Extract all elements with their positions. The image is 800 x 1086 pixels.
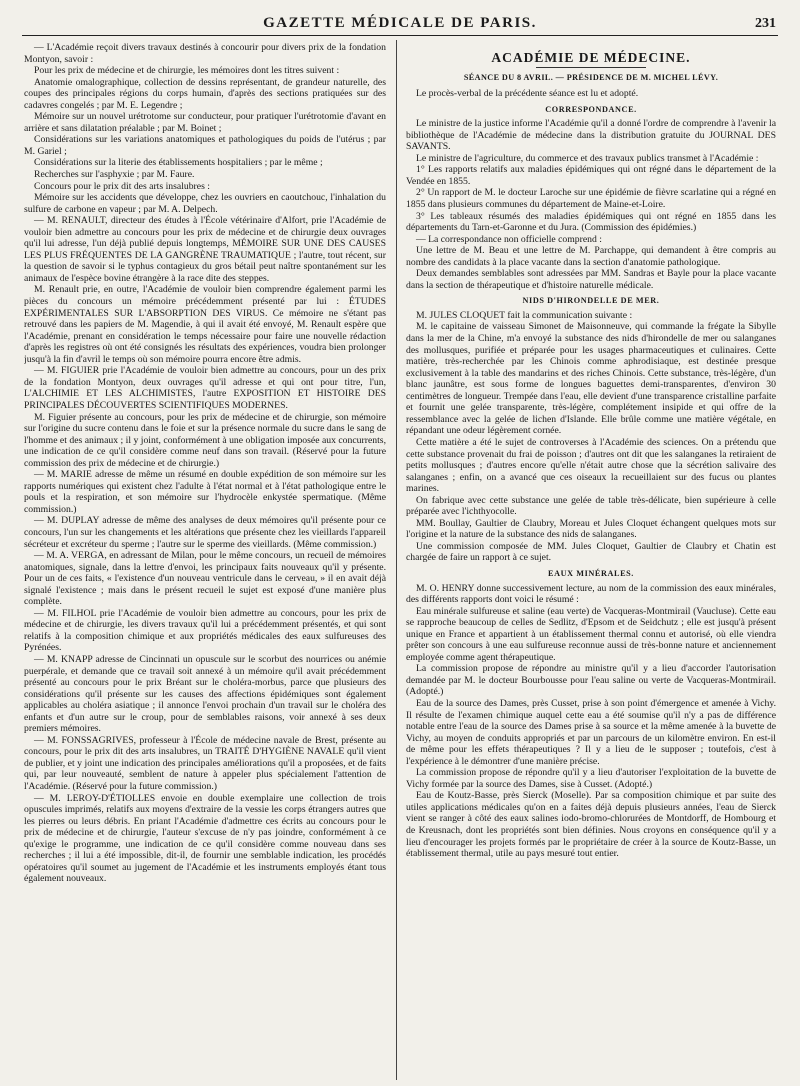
paragraph: Eau de la source des Dames, près Cusset, prise à son point d'émergence et amenée à Vichy. Il résulte de l'examen chimique auquel cette eau a été soumise qu'il n'y a pas de différence notable entre l'eau de la source des Dames prise à sa source et la même amenée à la buvette de Vichy, au moyen de conduits appropriés et par un parcours de un kilomètre environ. En est-il de même pour les effets thérapeutiques ? Il y a lieu de le supposer ; toutefois, c'est à l'expérience à le démontrer d'une manière précise.: [406, 697, 776, 767]
paragraph: — M. MARIE adresse de même un résumé en double expédition de son mémoire sur les rapports numériques qui existent chez l'adulte à l'état normal et à l'état pathologique entre le pouls et la respiration, et son mémoire sur l'hydrocèle enkystée spermatique. (Même commission.): [24, 469, 386, 515]
paragraph: Concours pour le prix dit des arts insalubres :: [34, 180, 210, 192]
paragraph: — L'Académie reçoit divers travaux destinés à concourir pour divers prix de la fondation Montyon, savoir :: [24, 42, 386, 65]
paragraph: Pour les prix de médecine et de chirurgie, les mémoires dont les titres suivent :: [34, 65, 340, 77]
left-column: [24, 42, 386, 1082]
paragraph: La commission propose de répondre au ministre qu'il y a lieu d'accorder l'autorisation demandée par M. le docteur Bourbousse pour l'eau saline ou verte de Vacqueras-Montmirail. (Adopté.): [406, 663, 776, 698]
subheading-eaux: EAUX MINÉRALES.: [548, 568, 634, 578]
paragraph: Le ministre de la justice informe l'Académie qu'il a donné l'ordre de comprendre à l'avenir la bibliothèque de l'Académie de médecine dans la distribution gratuite du JOURNAL DES SAVANTS.: [406, 118, 776, 153]
paragraph: MM. Boullay, Gaultier de Claubry, Moreau et Jules Cloquet échangent quelques mots sur l'origine et la nature de la substance des nids de salanganes.: [406, 517, 776, 541]
paragraph: — M. DUPLAY adresse de même des analyses de deux mémoires qu'il présente pour ce concours, l'un sur les changements et les altérations que présente chez les vieillards l'appareil sécréteur et excréteur du sperme ; l'autre sur le sperme des vieillards. (Même commission.): [24, 515, 386, 550]
paragraph: — M. FIGUIER prie l'Académie de vouloir bien admettre au concours, pour un des prix de la fondation Montyon, deux ouvrages qu'il adresse et qui ont pour titre, l'un, L'ALCHIMIE ET LES ALCHIMISTES, l'autre EXPOSITION ET HISTOIRE DES PRINCIPALES DÉCOUVERTES SCIENTIFIQUES MODERNES.: [24, 365, 386, 411]
column-divider: [396, 40, 397, 1080]
paragraph: Mémoire sur un nouvel urétrotome sur conducteur, pour pratiquer l'urétrotomie d'avant en arrière et sans dilatation préalable ; par M. Boinet ;: [24, 111, 386, 134]
section-title: ACADÉMIE DE MÉDECINE.: [491, 50, 691, 65]
journal-title: GAZETTE MÉDICALE DE PARIS.: [263, 15, 537, 31]
paragraph: Anatomie omalographique, collection de dessins représentant, de grandeur naturelle, des coupes des principales régions du corps humain, d'après des sections pratiquées sur des cadavres congelés ; par M. E. Legendre ;: [24, 76, 386, 111]
paragraph: Mémoire sur les accidents que développe, chez les ouvriers en caoutchouc, l'inhalation du sulfure de carbone en vapeur ; par M. A. Delpech.: [24, 192, 386, 215]
paragraph: Considérations sur les variations anatomiques et pathologiques du poids de l'utérus ; par M. Gariel ;: [24, 134, 386, 157]
paragraph: M. Figuier présente au concours, pour les prix de médecine et de chirurgie, son mémoire sur l'origine du sucre contenu dans le foie et sur la présence normale du sucre dans le sang de l'homme et des animaux ; il y joint, conformément à une obligation imposée aux concurrents, une indication de ce qu'il considère comme neuf dans son travail. (Réservé pour la future commission des prix de médecine et de chirurgie.): [24, 411, 386, 469]
paragraph: — M. LEROY-D'ÉTIOLLES envoie en double exemplaire une collection de trois opuscules imprimés, relatifs aux moyens d'extraire de la vessie les corps étrangers autres que les pierres ou leurs débris. En priant l'Académie d'admettre ces écrits au concours pour le prix de médecine et de chirurgie, l'auteur s'excuse de n'y pas joindre, conformément à ce qu'exige le programme, une indication de ce qu'il considère comme nouveau dans ses recherches ; il lui a été impossible, dit-il, de fournir une semblable indication, les procédés opératoires qu'il soumet au jugement de l'Académie et les instruments employés étant tous également nouveaux.: [24, 792, 386, 885]
paragraph: — M. FILHOL prie l'Académie de vouloir bien admettre au concours, pour les prix de médecine et de chirurgie, les divers travaux qu'il lui a précédemment présentés, et qui sont relatifs à la composition chimique et aux propriétés médicales des eaux sulfureuses des Pyrénées.: [24, 607, 386, 654]
paragraph: Une commission composée de MM. Jules Cloquet, Gaultier de Claubry et Chatin est chargée de faire un rapport à ce sujet.: [406, 540, 776, 564]
paragraph: Cette matière a été le sujet de controverses à l'Académie des sciences. On a prétendu que cette substance provenait du frai de poisson ; d'autres ont dit que les salanganes la retiraient de petits mollusques ; d'autres encore qu'elle n'était autre chose que la sécrétion salivaire des salanganes ; enfin, on a avancé que ces oiseaux la recueillaient sur des fucus ou plantes marines.: [406, 436, 776, 495]
page-header: [22, 8, 778, 36]
paragraph: La commission propose de répondre qu'il y a lieu d'autoriser l'exploitation de la buvette de Vichy formée par la source des Dames, sise à Cusset. (Adopté.): [406, 767, 776, 790]
paragraph: On fabrique avec cette substance une gelée de table très-délicate, bien supérieure à celle préparée avec l'ichthyocolle.: [406, 494, 776, 518]
paragraph: — La correspondance non officielle comprend :: [416, 233, 602, 245]
paragraph: Une lettre de M. Beau et une lettre de M. Parchappe, qui demandent à être compris au nombre des candidats à la place vacante dans la section d'anatomie pathologique.: [406, 245, 776, 268]
paragraph: 2° Un rapport de M. le docteur Laroche sur une épidémie de fièvre scarlatine qui a régné en 1855 dans plusieurs communes du département de Maine-et-Loire.: [406, 187, 776, 211]
subheading-correspondance: CORRESPONDANCE.: [545, 104, 637, 114]
paragraph: 1° Les rapports relatifs aux maladies épidémiques qui ont régné dans le département de la Vendée en 1855.: [406, 164, 776, 187]
paragraph: — M. KNAPP adresse de Cincinnati un opuscule sur le scorbut des nourrices ou anémie puerpérale, et demande que ce travail soit annexé à un mémoire qu'il avait précédemment présenté au concours pour le prix Bréant sur le choléra-morbus, parce que plusieurs des considérations qu'il présente sur les causes des affections épidémiques sont également applicables au choléra asiatique ; il annonce l'envoi prochain d'un travail sur le choléra des enfants et d'un autre sur le croup, pour de semblables raisons, voir annexé à ses deux premiers mémoires.: [24, 653, 386, 735]
paragraph: — M. A. VERGA, en adressant de Milan, pour le même concours, un recueil de mémoires anatomiques, signale, dans la lettre d'envoi, les principaux faits nouveaux qu'il y présente. Pour un de ces faits, « l'existence d'un nouveau ventricule dans le cerveau, » il en avait déjà signalé l'existence ; mais dans le présent recueil le sujet est exposé d'une manière plus complète.: [24, 550, 386, 608]
paragraph: — M. FONSSAGRIVES, professeur à l'École de médecine navale de Brest, présente au concours, pour le prix dit des arts insalubres, un TRAITÉ D'HYGIÈNE NAVALE qu'il vient de publier, et y joint une indication des principales améliorations qu'il a proposées, et de faits qui, par leur nouveauté, semblent de nature à appeler plus spécialement l'attention de l'Académie. (Réservé pour la future commission.): [24, 734, 386, 792]
paragraph: Deux demandes semblables sont adressées par MM. Sandras et Bayle pour la place vacante dans la section de thérapeutique et d'histoire naturelle médicale.: [406, 268, 776, 291]
paragraph: Eau de Koutz-Basse, près Sierck (Moselle). Par sa composition chimique et par suite des utiles applications médicales qu'on en a faites déjà depuis plusieurs années, l'eau de Sierck vient se ranger à côté des eaux salines iodo-bromo-chlorurées de Montdorff, de Hombourg et de Kreusnach, dont les propriétés sont bien définies. Nous croyons en conséquence qu'il y a lieu d'encourager les projets formés par le propriétaire de créer à la source de Koutz-Basse, un établissement thermal, utile au pays mesuré tout entier.: [406, 790, 776, 860]
paragraph: Le procès-verbal de la précédente séance est lu et adopté.: [416, 88, 639, 100]
paragraph: Eau minérale sulfureuse et saline (eau verte) de Vacqueras-Montmirail (Vaucluse). Cette eau se rapproche beaucoup de celles de Sedlitz, d'Epsom et de Seidchutz ; elle est jusqu'à présent unique en France et appartient à un établissement thermal connu et autorisé, où elle viendra prêter son concours à une eau sulfureuse reconnue aussi de très-bonne nature et anciennement employée comme agent thérapeutique.: [406, 605, 776, 663]
page-number: 231: [755, 16, 776, 31]
paragraph: M. le capitaine de vaisseau Simonet de Maisonneuve, qui commande la frégate la Sibylle dans la mer de la Chine, m'a envoyé la substance des nids d'hirondelle de mer ou salanganes des mollusques, purifiée et préparée pour les usages pharmaceutiques et culinaires. Cette matière, très-recherchée par les Chinois comme aphrodisiaque, est destinée presque exclusivement à la table des mandarins et des riches Chinois. Cette substance, très-légère, d'un blanc jaunâtre, est sous forme de longues baguettes demi-transparentes, d'environ 30 centimètres de longueur. Trempée dans l'eau, elle devient d'une transparence cristalline parfaite et fournit une gelée transparente, très-légère, complétement insipide et qui offre de la ressemblance avec la gelée de lichen d'Islande. Elle brûle comme une matière végétale, en répandant une odeur légèrement cornée.: [406, 321, 776, 437]
title-underline: [536, 67, 646, 68]
paragraph: M. Renault prie, en outre, l'Académie de vouloir bien comprendre également parmi les pièces du concours un mémoire précédemment présenté par lui : ÉTUDES EXPÉRIMENTALES SUR L'ABSORPTION DES VIRUS. Ce mémoire ne s'étant pas retrouvé dans les papiers de M. Magendie, à qui il avait été envoyé, M. Renault espère que l'Académie, prenant en considération le temps nécessaire pour faire une nouvelle rédaction d'après les registres où ont été consignés les résultats des expériences, voudra bien prolonger jusqu'à la fin d'avril le temps où son mémoire pourra encore être admis.: [24, 284, 386, 365]
paragraph: Considérations sur la literie des établissements hospitaliers ; par le même ;: [34, 157, 323, 169]
paragraph: — M. RENAULT, directeur des études à l'École vétérinaire d'Alfort, prie l'Académie de vouloir bien admettre au concours pour les prix de médecine et de chirurgie deux ouvrages qu'il lui adresse, l'un déjà publié depuis longtemps, MÉMOIRE SUR UNE DES CAUSES LES PLUS FRÉQUENTES DE LA GANGRÈNE TRAUMATIQUE ; l'autre, tout récent, sur la question de savoir si le typhus contagieux du gros bétail peut naître spontanément sur les animaux de l'espèce bovine étrangère à la race dite des steppes.: [24, 215, 386, 284]
paragraph: 3° Les tableaux résumés des maladies épidémiques qui ont régné en 1855 dans les départements du Tarn-et-Garonne et du Jura. (Commission des épidémies.): [406, 210, 776, 234]
subheading-nids: NIDS D'HIRONDELLE DE MER.: [522, 296, 660, 306]
paragraph: M. JULES CLOQUET fait la communication suivante :: [416, 309, 633, 321]
paragraph: M. O. HENRY donne successivement lecture, au nom de la commission des eaux minérales, des différents rapports dont voici le résumé :: [406, 582, 776, 606]
right-column: [406, 42, 776, 1082]
seance-line: SÉANCE DU 8 AVRIL. — PRÉSIDENCE DE M. MICHEL LÉVY.: [463, 72, 719, 82]
paragraph: Recherches sur l'asphyxie ; par M. Faure.: [34, 169, 195, 181]
paragraph: Le ministre de l'agriculture, du commerce et des travaux publics transmet à l'Académie :: [416, 152, 759, 164]
